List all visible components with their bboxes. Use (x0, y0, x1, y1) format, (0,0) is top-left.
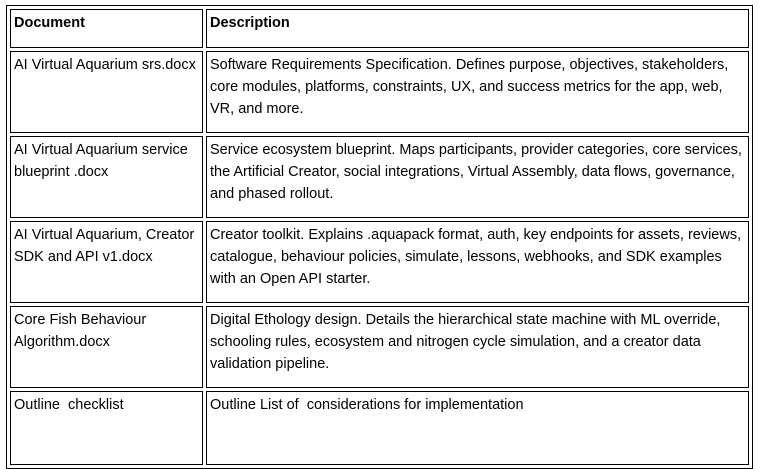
description-cell: Outline List of considerations for implementation (206, 391, 749, 465)
table-row (10, 136, 749, 218)
document-name-cell: Core Fish Behaviour Algorithm.docx (10, 306, 203, 388)
description-cell: Software Requirements Specification. Defines purpose, objectives, stakeholders, core modules, platforms, constraints, UX, and success metrics for the app, web, VR, and more. (206, 51, 749, 133)
table-header-row (10, 9, 749, 48)
table-row (10, 51, 749, 133)
header-document: Document (10, 9, 203, 48)
documents-table (6, 5, 753, 469)
description-cell: Creator toolkit. Explains .aquapack format, auth, key endpoints for assets, reviews, catalogue, behaviour policies, simulate, lessons, webhooks, and SDK examples with an Open API starter. (206, 221, 749, 303)
document-name-cell: AI Virtual Aquarium service blueprint .docx (10, 136, 203, 218)
description-cell: Digital Ethology design. Details the hierarchical state machine with ML override, schooling rules, ecosystem and nitrogen cycle simulation, and a creator data validation pipeline. (206, 306, 749, 388)
document-name-cell: AI Virtual Aquarium srs.docx (10, 51, 203, 133)
table-row (10, 391, 749, 465)
document-name-cell: AI Virtual Aquarium, Creator SDK and API v1.docx (10, 221, 203, 303)
document-name-cell: Outline checklist (10, 391, 203, 465)
description-cell: Service ecosystem blueprint. Maps participants, provider categories, core services, the Artificial Creator, social integrations, Virtual Assembly, data flows, governance, and phased rollout. (206, 136, 749, 218)
header-description: Description (206, 9, 749, 48)
table-row (10, 306, 749, 388)
table-row (10, 221, 749, 303)
